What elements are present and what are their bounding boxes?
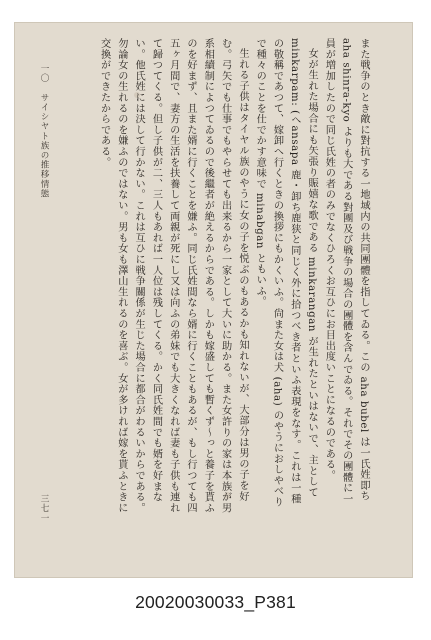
paragraph: また戦争のとき敵に對抗する一地域内の共同團體を指してゐる。この aha bubel は一氏姓即ち aha shinra-kyo よりも大である對團及び戦争の場合の團體を含んでゐる。それでその團體に一員が増加したので同じ氏姓の者のみでなくひろくお互ひにお目出度いことになるのである。 [323,38,369,505]
running-footer-title: 一〇 サイシヤト族の推移情態 [39,64,49,199]
paragraph: 女が生れた場合にも矢張り賑嬉な歌である minkarangan が生れたといはないで、主として minkarpam: (へansapa 鹿・卸ち鹿狭と同じく外に拾つべき者といふ表現をなす。これは一種の敬稱であつて、嫁卸へ行くときの換拶にもかくいふ。尙また女は犬 (aha) のやうにおしやべりで種々のことを仕でかす意味で minabgan ともいふ。 [254,38,318,508]
page-body-text [58,38,372,514]
page-number: 三七一 [39,494,49,523]
paragraph: 生れる子供はタイヤル族のやうに女の子を悦ぶのもあるかも知れないが、大部分は男の子を好む。弓矢でも仕事でもやらせても出来るから一家として大いに助かる。また女許りの家は本族が男系相續制によつてゐるので後繼者が絶えるからである。しかも嫁盛しても暫くず〜っと養子を貰ふのを好まず、且また婿に行くことを嫌ふ。同じ氏姓間なら婿に行くこともあるが、もし行つても四五ヶ月間で、妻方の生活を扶養して両親が死にし又は向ふの弟妹でも大きくなれば妻も子供も連れて歸つてくる。但し子供が二、三人もあれば一人位は残してくる。かく同氏姓間でも婿を好まない。他氏姓には決して行かない。これは互ひに戦争關係が生じた場合に都合がわるいからである。勿論女の生れるのを嫌ふのではない。男も女も澤山生れるのを喜ぶ。女が多ければ嫁を貰ふときに交換ができたからである。 [98,38,248,514]
image-caption: 20020030033_P381 [135,592,296,612]
